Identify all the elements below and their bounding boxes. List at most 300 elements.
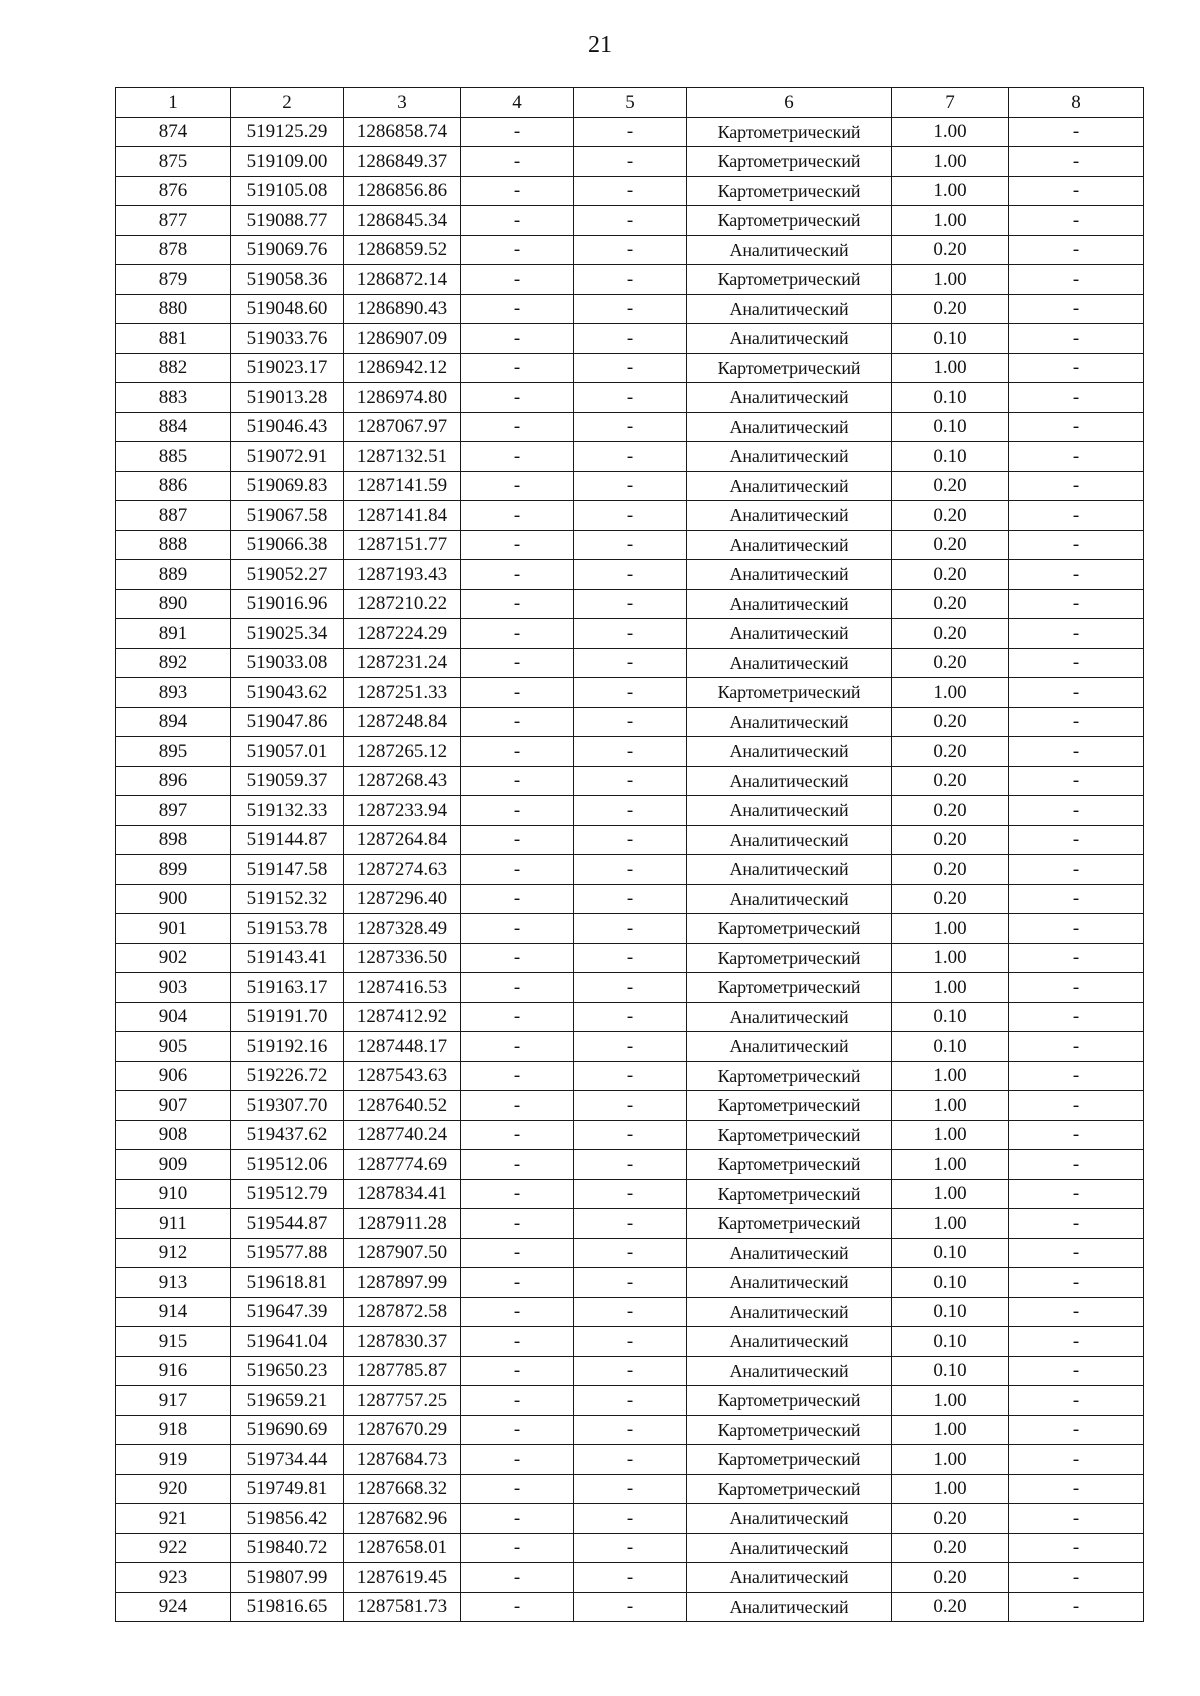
table-row bbox=[116, 914, 1144, 944]
table-cell: 911 bbox=[116, 1209, 231, 1239]
table-cell: Аналитический bbox=[687, 1002, 892, 1032]
table-cell: - bbox=[1009, 737, 1144, 767]
table-cell: - bbox=[1009, 1120, 1144, 1150]
table-cell: 1286942.12 bbox=[344, 353, 461, 383]
table-row bbox=[116, 1179, 1144, 1209]
table-cell: 1.00 bbox=[892, 1209, 1009, 1239]
table-cell: 883 bbox=[116, 383, 231, 413]
table-cell: 0.20 bbox=[892, 589, 1009, 619]
table-cell: 1287067.97 bbox=[344, 412, 461, 442]
table-cell: - bbox=[1009, 1415, 1144, 1445]
table-cell: 886 bbox=[116, 471, 231, 501]
table-cell: 519816.65 bbox=[231, 1592, 344, 1622]
table-cell: - bbox=[574, 1504, 687, 1534]
table-row bbox=[116, 855, 1144, 885]
table-cell: 519512.79 bbox=[231, 1179, 344, 1209]
table-cell: Картометрический bbox=[687, 1445, 892, 1475]
table-cell: - bbox=[574, 1120, 687, 1150]
table-cell: 0.20 bbox=[892, 1563, 1009, 1593]
table-cell: 519043.62 bbox=[231, 678, 344, 708]
table-cell: Аналитический bbox=[687, 383, 892, 413]
table-cell: - bbox=[461, 855, 574, 885]
table-cell: 1287141.84 bbox=[344, 501, 461, 531]
table-cell: - bbox=[461, 353, 574, 383]
table-cell: 0.20 bbox=[892, 530, 1009, 560]
table-cell: 519163.17 bbox=[231, 973, 344, 1003]
table-row bbox=[116, 1032, 1144, 1062]
table-cell: - bbox=[1009, 176, 1144, 206]
table-cell: 1286907.09 bbox=[344, 324, 461, 354]
table-row bbox=[116, 147, 1144, 177]
table-cell: 0.10 bbox=[892, 1297, 1009, 1327]
table-cell: - bbox=[461, 884, 574, 914]
table-cell: 924 bbox=[116, 1592, 231, 1622]
table-cell: 519749.81 bbox=[231, 1474, 344, 1504]
table-cell: 0.20 bbox=[892, 796, 1009, 826]
table-cell: - bbox=[574, 501, 687, 531]
table-cell: Картометрический bbox=[687, 973, 892, 1003]
table-cell: - bbox=[1009, 442, 1144, 472]
table-cell: 1287336.50 bbox=[344, 943, 461, 973]
table-cell: 1287248.84 bbox=[344, 707, 461, 737]
table-cell: 1.00 bbox=[892, 1474, 1009, 1504]
table-cell: 1287740.24 bbox=[344, 1120, 461, 1150]
table-row bbox=[116, 973, 1144, 1003]
table-cell: 1286890.43 bbox=[344, 294, 461, 324]
table-cell: - bbox=[1009, 1268, 1144, 1298]
table-cell: - bbox=[574, 1563, 687, 1593]
table-cell: - bbox=[574, 1150, 687, 1180]
table-cell: 1.00 bbox=[892, 117, 1009, 147]
table-cell: 519046.43 bbox=[231, 412, 344, 442]
table-cell: - bbox=[461, 206, 574, 236]
table-row bbox=[116, 707, 1144, 737]
table-cell: - bbox=[1009, 294, 1144, 324]
table-cell: - bbox=[574, 265, 687, 295]
table-cell: - bbox=[461, 1179, 574, 1209]
table-cell: 0.10 bbox=[892, 1268, 1009, 1298]
table-cell: - bbox=[461, 1238, 574, 1268]
table-cell: 0.10 bbox=[892, 383, 1009, 413]
table-cell: 0.10 bbox=[892, 1238, 1009, 1268]
table-cell: 0.20 bbox=[892, 737, 1009, 767]
table-cell: - bbox=[461, 294, 574, 324]
table-cell: 882 bbox=[116, 353, 231, 383]
table-cell: 1287830.37 bbox=[344, 1327, 461, 1357]
table-cell: 0.20 bbox=[892, 707, 1009, 737]
table-row bbox=[116, 412, 1144, 442]
table-cell: 907 bbox=[116, 1091, 231, 1121]
table-cell: 877 bbox=[116, 206, 231, 236]
table-cell: 519067.58 bbox=[231, 501, 344, 531]
table-cell: Картометрический bbox=[687, 1120, 892, 1150]
table-cell: - bbox=[1009, 1297, 1144, 1327]
table-cell: 894 bbox=[116, 707, 231, 737]
table-cell: Картометрический bbox=[687, 914, 892, 944]
table-cell: - bbox=[574, 206, 687, 236]
table-cell: - bbox=[574, 619, 687, 649]
table-cell: 1286845.34 bbox=[344, 206, 461, 236]
table-cell: Аналитический bbox=[687, 412, 892, 442]
table-cell: 519048.60 bbox=[231, 294, 344, 324]
column-header: 8 bbox=[1009, 88, 1144, 118]
table-cell: 1287412.92 bbox=[344, 1002, 461, 1032]
table-cell: Картометрический bbox=[687, 176, 892, 206]
coordinates-table bbox=[115, 87, 1144, 1622]
table-cell: - bbox=[461, 796, 574, 826]
table-row bbox=[116, 1209, 1144, 1239]
table-cell: - bbox=[461, 1209, 574, 1239]
table-cell: 1287907.50 bbox=[344, 1238, 461, 1268]
table-cell: 1.00 bbox=[892, 943, 1009, 973]
column-header: 2 bbox=[231, 88, 344, 118]
table-cell: 920 bbox=[116, 1474, 231, 1504]
table-cell: - bbox=[1009, 1563, 1144, 1593]
table-cell: 519088.77 bbox=[231, 206, 344, 236]
table-cell: 890 bbox=[116, 589, 231, 619]
table-cell: 1287640.52 bbox=[344, 1091, 461, 1121]
table-cell: Аналитический bbox=[687, 294, 892, 324]
table-cell: 1287872.58 bbox=[344, 1297, 461, 1327]
table-cell: 1287193.43 bbox=[344, 560, 461, 590]
table-cell: - bbox=[574, 383, 687, 413]
table-row bbox=[116, 383, 1144, 413]
table-cell: 519132.33 bbox=[231, 796, 344, 826]
table-cell: - bbox=[461, 825, 574, 855]
table-cell: 1287296.40 bbox=[344, 884, 461, 914]
table-cell: - bbox=[1009, 589, 1144, 619]
table-cell: - bbox=[574, 1327, 687, 1357]
table-cell: - bbox=[461, 1533, 574, 1563]
table-cell: Картометрический bbox=[687, 943, 892, 973]
table-cell: 0.20 bbox=[892, 1592, 1009, 1622]
table-cell: 519109.00 bbox=[231, 147, 344, 177]
table-cell: 1287448.17 bbox=[344, 1032, 461, 1062]
table-cell: 874 bbox=[116, 117, 231, 147]
table-cell: - bbox=[574, 117, 687, 147]
table-cell: 1287328.49 bbox=[344, 914, 461, 944]
table-cell: 889 bbox=[116, 560, 231, 590]
table-cell: 519125.29 bbox=[231, 117, 344, 147]
table-cell: 1.00 bbox=[892, 1386, 1009, 1416]
table-cell: - bbox=[574, 235, 687, 265]
table-cell: - bbox=[461, 501, 574, 531]
table-cell: 1287834.41 bbox=[344, 1179, 461, 1209]
table-cell: - bbox=[1009, 825, 1144, 855]
table-cell: 884 bbox=[116, 412, 231, 442]
table-cell: - bbox=[461, 560, 574, 590]
table-cell: - bbox=[1009, 973, 1144, 1003]
table-cell: - bbox=[574, 855, 687, 885]
table-cell: - bbox=[1009, 1445, 1144, 1475]
table-cell: - bbox=[461, 766, 574, 796]
table-cell: - bbox=[574, 1268, 687, 1298]
table-cell: 1287251.33 bbox=[344, 678, 461, 708]
table-cell: 1286858.74 bbox=[344, 117, 461, 147]
table-cell: 875 bbox=[116, 147, 231, 177]
table-row bbox=[116, 678, 1144, 708]
table-cell: 519690.69 bbox=[231, 1415, 344, 1445]
table-cell: - bbox=[574, 737, 687, 767]
table-cell: - bbox=[574, 1032, 687, 1062]
table-cell: - bbox=[574, 1592, 687, 1622]
table-cell: - bbox=[461, 1386, 574, 1416]
table-cell: Картометрический bbox=[687, 147, 892, 177]
table-cell: - bbox=[1009, 560, 1144, 590]
table-row bbox=[116, 1504, 1144, 1534]
table-cell: - bbox=[461, 1415, 574, 1445]
table-row bbox=[116, 1238, 1144, 1268]
table-cell: - bbox=[461, 707, 574, 737]
table-cell: 1286974.80 bbox=[344, 383, 461, 413]
table-cell: 895 bbox=[116, 737, 231, 767]
table-cell: - bbox=[574, 1474, 687, 1504]
table-cell: 909 bbox=[116, 1150, 231, 1180]
table-row bbox=[116, 1150, 1144, 1180]
table-cell: 1287682.96 bbox=[344, 1504, 461, 1534]
table-cell: - bbox=[574, 1297, 687, 1327]
table-row bbox=[116, 294, 1144, 324]
table-cell: - bbox=[1009, 235, 1144, 265]
table-cell: - bbox=[461, 914, 574, 944]
table-cell: - bbox=[461, 471, 574, 501]
table-row bbox=[116, 501, 1144, 531]
table-cell: 904 bbox=[116, 1002, 231, 1032]
table-cell: - bbox=[461, 1592, 574, 1622]
table-cell: Картометрический bbox=[687, 1179, 892, 1209]
table-cell: - bbox=[461, 117, 574, 147]
table-cell: - bbox=[574, 1238, 687, 1268]
table-cell: 880 bbox=[116, 294, 231, 324]
table-cell: - bbox=[461, 265, 574, 295]
table-row bbox=[116, 884, 1144, 914]
table-cell: - bbox=[574, 560, 687, 590]
table-cell: - bbox=[574, 973, 687, 1003]
table-cell: 519226.72 bbox=[231, 1061, 344, 1091]
table-cell: Аналитический bbox=[687, 1504, 892, 1534]
table-cell: 1287224.29 bbox=[344, 619, 461, 649]
table-cell: - bbox=[461, 1504, 574, 1534]
table-cell: - bbox=[1009, 1002, 1144, 1032]
table-row bbox=[116, 1327, 1144, 1357]
table-cell: - bbox=[1009, 1238, 1144, 1268]
table-row bbox=[116, 265, 1144, 295]
table-cell: - bbox=[574, 530, 687, 560]
table-cell: 519143.41 bbox=[231, 943, 344, 973]
table-cell: 1287210.22 bbox=[344, 589, 461, 619]
table-cell: 913 bbox=[116, 1268, 231, 1298]
table-row bbox=[116, 1297, 1144, 1327]
table-cell: Картометрический bbox=[687, 353, 892, 383]
table-cell: - bbox=[461, 678, 574, 708]
table-cell: - bbox=[1009, 501, 1144, 531]
table-cell: 1287658.01 bbox=[344, 1533, 461, 1563]
table-cell: 1287619.45 bbox=[344, 1563, 461, 1593]
table-row bbox=[116, 235, 1144, 265]
table-cell: 519069.83 bbox=[231, 471, 344, 501]
table-cell: 1287757.25 bbox=[344, 1386, 461, 1416]
table-cell: - bbox=[574, 1445, 687, 1475]
table-cell: - bbox=[1009, 117, 1144, 147]
table-cell: Аналитический bbox=[687, 796, 892, 826]
table-cell: - bbox=[1009, 1091, 1144, 1121]
table-cell: 1287668.32 bbox=[344, 1474, 461, 1504]
table-cell: 1286856.86 bbox=[344, 176, 461, 206]
table-cell: - bbox=[574, 1002, 687, 1032]
table-row bbox=[116, 176, 1144, 206]
table-cell: 0.20 bbox=[892, 235, 1009, 265]
table-row bbox=[116, 560, 1144, 590]
table-cell: - bbox=[1009, 147, 1144, 177]
table-cell: - bbox=[574, 1091, 687, 1121]
table-cell: Аналитический bbox=[687, 648, 892, 678]
table-cell: 1.00 bbox=[892, 1061, 1009, 1091]
table-row bbox=[116, 442, 1144, 472]
table-cell: 1.00 bbox=[892, 206, 1009, 236]
table-cell: 902 bbox=[116, 943, 231, 973]
table-cell: - bbox=[1009, 530, 1144, 560]
table-cell: - bbox=[574, 648, 687, 678]
table-cell: - bbox=[461, 1297, 574, 1327]
column-header: 6 bbox=[687, 88, 892, 118]
table-cell: 1287416.53 bbox=[344, 973, 461, 1003]
table-cell: - bbox=[1009, 1150, 1144, 1180]
table-cell: - bbox=[1009, 1061, 1144, 1091]
table-cell: 519052.27 bbox=[231, 560, 344, 590]
table-cell: 1287141.59 bbox=[344, 471, 461, 501]
table-cell: 1287911.28 bbox=[344, 1209, 461, 1239]
table-cell: - bbox=[461, 1032, 574, 1062]
table-cell: - bbox=[1009, 1179, 1144, 1209]
table-cell: - bbox=[574, 353, 687, 383]
table-row bbox=[116, 1386, 1144, 1416]
table-cell: - bbox=[461, 530, 574, 560]
table-cell: 887 bbox=[116, 501, 231, 531]
table-cell: 1.00 bbox=[892, 1091, 1009, 1121]
table-body bbox=[116, 117, 1144, 1622]
table-cell: - bbox=[574, 147, 687, 177]
table-cell: 1287132.51 bbox=[344, 442, 461, 472]
table-row bbox=[116, 206, 1144, 236]
table-cell: Аналитический bbox=[687, 855, 892, 885]
table-cell: 519641.04 bbox=[231, 1327, 344, 1357]
table-cell: - bbox=[461, 1474, 574, 1504]
table-cell: - bbox=[574, 766, 687, 796]
table-cell: 519013.28 bbox=[231, 383, 344, 413]
table-cell: - bbox=[574, 1386, 687, 1416]
table-cell: 519147.58 bbox=[231, 855, 344, 885]
table-row bbox=[116, 1356, 1144, 1386]
table-cell: 923 bbox=[116, 1563, 231, 1593]
table-cell: Аналитический bbox=[687, 1032, 892, 1062]
table-cell: 1.00 bbox=[892, 265, 1009, 295]
column-header: 4 bbox=[461, 88, 574, 118]
table-cell: 0.10 bbox=[892, 442, 1009, 472]
table-cell: - bbox=[574, 678, 687, 708]
table-cell: - bbox=[461, 442, 574, 472]
table-cell: - bbox=[1009, 1474, 1144, 1504]
table-cell: - bbox=[1009, 1032, 1144, 1062]
table-cell: 519191.70 bbox=[231, 1002, 344, 1032]
table-row bbox=[116, 766, 1144, 796]
table-cell: 519033.08 bbox=[231, 648, 344, 678]
table-cell: - bbox=[1009, 206, 1144, 236]
table-cell: Аналитический bbox=[687, 324, 892, 354]
table-cell: 519192.16 bbox=[231, 1032, 344, 1062]
table-cell: 1.00 bbox=[892, 973, 1009, 1003]
table-cell: - bbox=[1009, 914, 1144, 944]
table-cell: - bbox=[461, 1445, 574, 1475]
table-cell: 0.20 bbox=[892, 1504, 1009, 1534]
table-cell: 0.20 bbox=[892, 648, 1009, 678]
table-cell: 919 bbox=[116, 1445, 231, 1475]
table-cell: 519025.34 bbox=[231, 619, 344, 649]
table-cell: - bbox=[461, 383, 574, 413]
column-header: 3 bbox=[344, 88, 461, 118]
table-cell: Аналитический bbox=[687, 1327, 892, 1357]
table-cell: 898 bbox=[116, 825, 231, 855]
table-cell: Картометрический bbox=[687, 1415, 892, 1445]
table-row bbox=[116, 1091, 1144, 1121]
table-cell: 519023.17 bbox=[231, 353, 344, 383]
table-cell: - bbox=[574, 825, 687, 855]
table-cell: Аналитический bbox=[687, 442, 892, 472]
table-cell: 0.20 bbox=[892, 825, 1009, 855]
table-row bbox=[116, 589, 1144, 619]
table-cell: 0.10 bbox=[892, 412, 1009, 442]
table-cell: 519105.08 bbox=[231, 176, 344, 206]
table-cell: - bbox=[574, 943, 687, 973]
table-cell: 1.00 bbox=[892, 1415, 1009, 1445]
table-cell: - bbox=[1009, 1592, 1144, 1622]
table-cell: Аналитический bbox=[687, 589, 892, 619]
table-cell: 0.10 bbox=[892, 1327, 1009, 1357]
table-cell: - bbox=[1009, 1386, 1144, 1416]
table-cell: 519856.42 bbox=[231, 1504, 344, 1534]
table-cell: 0.20 bbox=[892, 855, 1009, 885]
table-cell: - bbox=[461, 1268, 574, 1298]
table-cell: Аналитический bbox=[687, 1592, 892, 1622]
table-row bbox=[116, 825, 1144, 855]
table-cell: - bbox=[574, 796, 687, 826]
table-cell: 1.00 bbox=[892, 1445, 1009, 1475]
table-cell: 1287231.24 bbox=[344, 648, 461, 678]
table-cell: 519066.38 bbox=[231, 530, 344, 560]
table-cell: 888 bbox=[116, 530, 231, 560]
table-cell: 0.20 bbox=[892, 766, 1009, 796]
table-cell: 893 bbox=[116, 678, 231, 708]
table-cell: 881 bbox=[116, 324, 231, 354]
table-cell: 897 bbox=[116, 796, 231, 826]
table-cell: 905 bbox=[116, 1032, 231, 1062]
table-cell: 0.10 bbox=[892, 1032, 1009, 1062]
table-cell: 0.20 bbox=[892, 294, 1009, 324]
table-row bbox=[116, 1415, 1144, 1445]
table-cell: 1287774.69 bbox=[344, 1150, 461, 1180]
table-cell: Аналитический bbox=[687, 619, 892, 649]
table-cell: Аналитический bbox=[687, 1533, 892, 1563]
table-cell: Аналитический bbox=[687, 560, 892, 590]
table-cell: 885 bbox=[116, 442, 231, 472]
table-cell: Аналитический bbox=[687, 1297, 892, 1327]
table-cell: Аналитический bbox=[687, 707, 892, 737]
table-cell: - bbox=[574, 884, 687, 914]
table-cell: 0.10 bbox=[892, 1002, 1009, 1032]
table-cell: 906 bbox=[116, 1061, 231, 1091]
table-cell: - bbox=[1009, 353, 1144, 383]
table-cell: Картометрический bbox=[687, 206, 892, 236]
table-cell: 1287151.77 bbox=[344, 530, 461, 560]
